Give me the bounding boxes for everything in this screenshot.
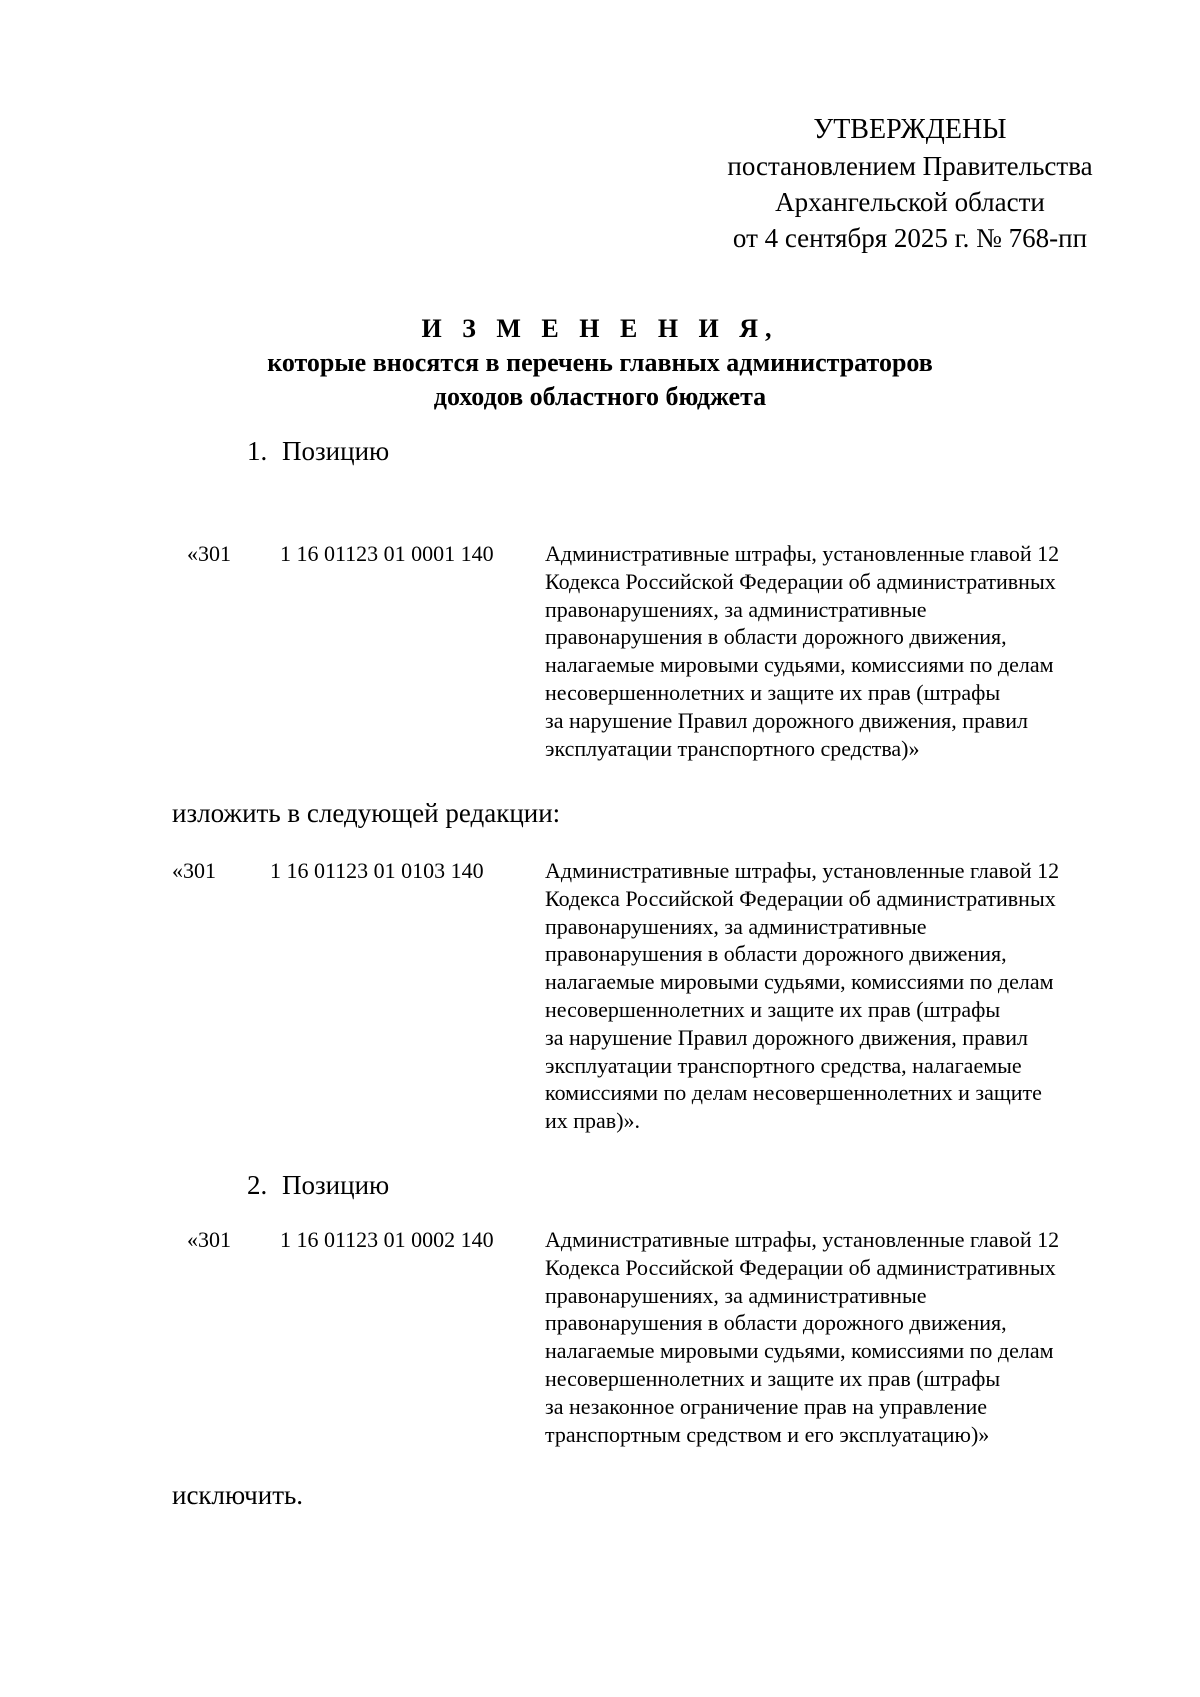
item-number: 2.	[247, 1170, 268, 1200]
description-line: правонарушениях, за административные	[545, 913, 927, 939]
description-line: Административные штрафы, установленные главой 12	[545, 858, 1060, 883]
title-subline: которые вносятся в перечень главных администраторов	[267, 348, 933, 377]
description-line: Административные штрафы, установленные главой 12	[545, 541, 1060, 566]
description-line: Административные штрафы, установленные главой 12	[545, 1227, 1060, 1252]
description-line: за нарушение Правил дорожного движения, правил	[545, 707, 1028, 733]
kbk-code: 1 16 01123 01 0002 140	[280, 1227, 494, 1252]
action-text: изложить в следующей редакции:	[172, 798, 561, 828]
approval-heading: УТВЕРЖДЕНЫ	[813, 114, 1007, 145]
title-subline: доходов областного бюджета	[433, 382, 767, 411]
description-line: Кодекса Российской Федерации об административных	[545, 568, 1056, 594]
description-line: Кодекса Российской Федерации об административных	[545, 1254, 1056, 1280]
admin-code: «301	[187, 541, 231, 566]
description-line: налагаемые мировыми судьями, комиссиями по делам	[545, 1338, 1054, 1364]
description-line: несовершеннолетних и защите их прав (штрафы	[545, 996, 1001, 1022]
income-description	[545, 1226, 1125, 1448]
income-description	[545, 857, 1125, 1135]
kbk-code: 1 16 01123 01 0103 140	[270, 858, 484, 883]
action-text: исключить.	[172, 1480, 304, 1510]
approval-line: от 4 сентября 2025 г. № 768-пп	[732, 223, 1088, 253]
description-line: транспортным средством и его эксплуатацию)»	[545, 1421, 990, 1447]
description-line: налагаемые мировыми судьями, комиссиями по делам	[545, 969, 1054, 995]
description-line: за нарушение Правил дорожного движения, правил	[545, 1024, 1028, 1050]
approval-line: постановлением Правительства	[727, 151, 1093, 181]
document-title	[150, 312, 1050, 414]
approval-line: Архангельской области	[775, 187, 1045, 217]
description-line: эксплуатации транспортного средства, налагаемые	[545, 1052, 1022, 1078]
description-line: за незаконное ограничение прав на управление	[545, 1393, 987, 1419]
description-line: несовершеннолетних и защите их прав (штрафы	[545, 679, 1001, 705]
description-line: эксплуатации транспортного средства)»	[545, 735, 920, 761]
description-line: правонарушения в области дорожного движения,	[545, 941, 1007, 967]
description-line: комиссиями по делам несовершеннолетних и защите	[545, 1080, 1042, 1106]
item-number: 1.	[247, 436, 268, 466]
item-label: Позицию	[282, 1170, 390, 1200]
description-line: их прав)».	[545, 1108, 641, 1134]
title-main: И З М Е Н Е Н И Я,	[421, 314, 779, 343]
description-line: правонарушениях, за административные	[545, 1282, 927, 1308]
description-line: правонарушениях, за административные	[545, 596, 927, 622]
item-label: Позицию	[282, 436, 390, 466]
description-line: правонарушения в области дорожного движения,	[545, 1310, 1007, 1336]
kbk-code: 1 16 01123 01 0001 140	[280, 541, 494, 566]
approval-stamp	[700, 112, 1120, 256]
description-line: Кодекса Российской Федерации об административных	[545, 885, 1056, 911]
income-description	[545, 540, 1125, 762]
admin-code: «301	[187, 1227, 231, 1252]
description-line: правонарушения в области дорожного движения,	[545, 624, 1007, 650]
admin-code: «301	[172, 858, 216, 883]
description-line: несовершеннолетних и защите их прав (штрафы	[545, 1365, 1001, 1391]
description-line: налагаемые мировыми судьями, комиссиями по делам	[545, 652, 1054, 678]
